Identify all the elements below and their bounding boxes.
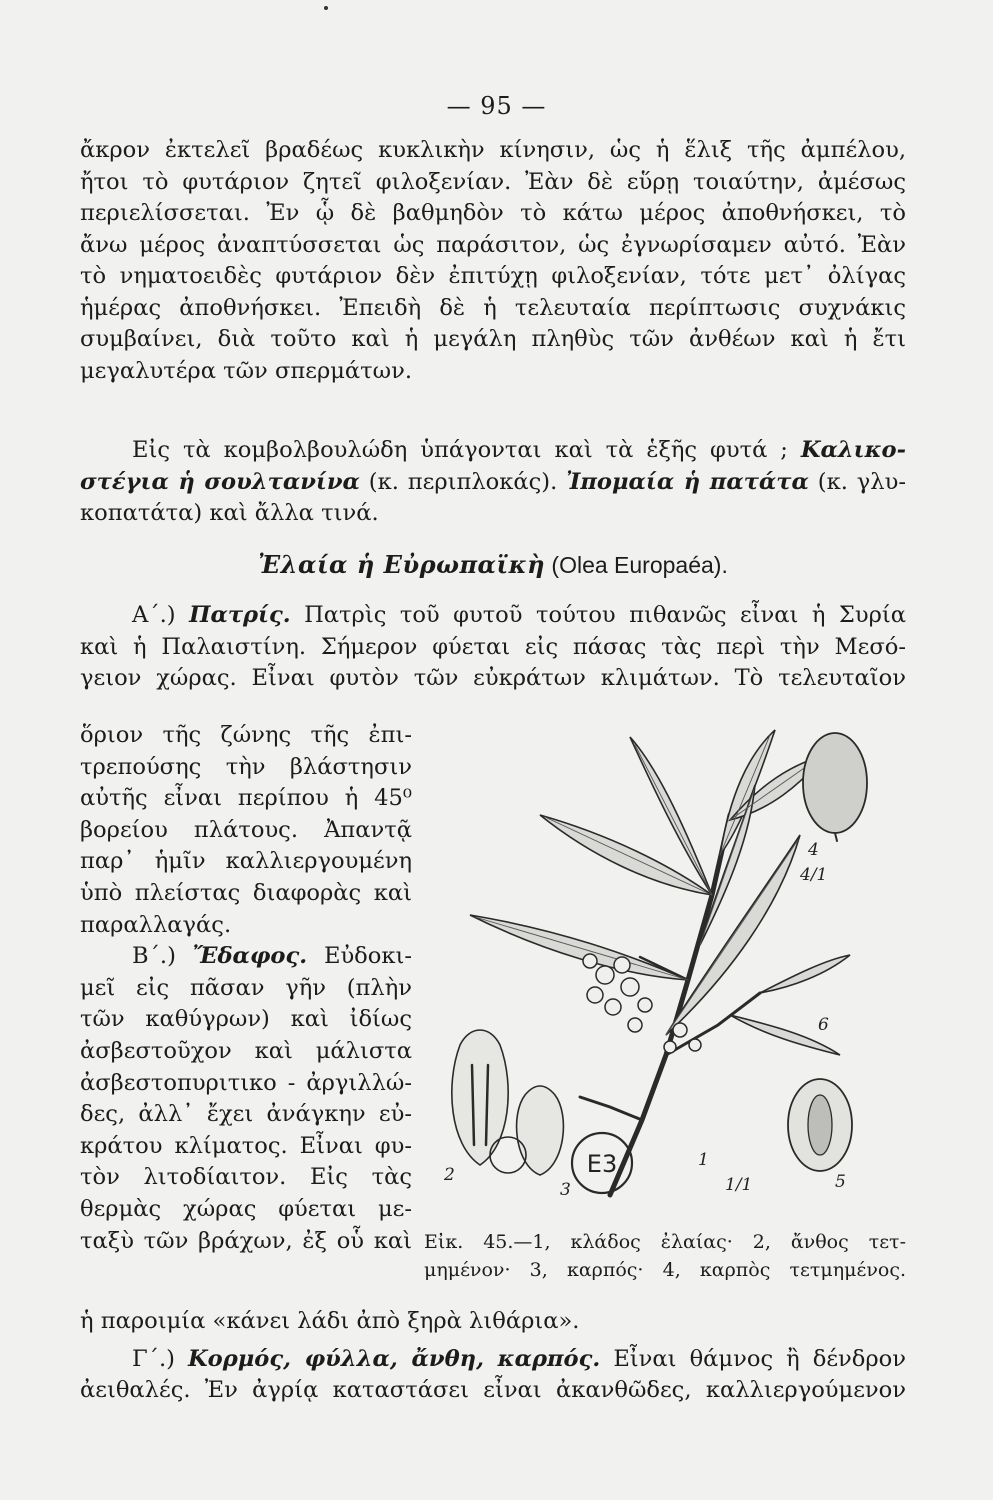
text-line: παρ᾽ ἡμῖν καλλιεργουμένη	[80, 848, 412, 875]
left-column	[80, 720, 412, 1257]
text-line: μεῖ εἰς πᾶσαν γῆν (πλὴν	[80, 974, 412, 1001]
caption-line: μημένον· 3, καρπός· 4, καρπὸς τετμημένος.	[424, 1259, 906, 1281]
text-line: παραλλαγάς.	[80, 911, 232, 938]
heading-latin: (Olea Europaéa).	[545, 552, 728, 578]
figure-caption	[424, 1228, 906, 1284]
text-line: βορείου πλάτους. Ἀπαντᾷ	[80, 816, 412, 843]
figure-label: 2	[444, 1165, 455, 1185]
seal-mark: Ε3	[586, 1150, 618, 1178]
text-line: τῶν καθύγρων) καὶ ἰδίως	[80, 1006, 412, 1033]
text-line	[80, 435, 906, 467]
bottom-text	[80, 1306, 906, 1407]
text-run: (κ. περιπλοκάς).	[359, 468, 567, 495]
leaf	[470, 730, 850, 1055]
text-run: (κ. γλυ-	[808, 468, 906, 495]
fruit	[517, 1086, 564, 1175]
text-line: συμβαίνει, διὰ τοῦτο καὶ ἡ μεγάλη πληθὺς τῶν ἀνθέων καὶ ἡ ἔτι	[80, 326, 906, 352]
paragraph-1	[80, 135, 906, 387]
plant-name: στέγια ἡ σουλτανίνα	[80, 468, 360, 495]
figure-label: 1/1	[725, 1175, 753, 1195]
figure-label: 3	[560, 1180, 571, 1200]
text-line	[80, 600, 906, 632]
text-line: περιελίσσεται. Ἐν ᾧ δὲ βαθμηδὸν τὸ κάτω μέρος ἀποθνήσκει, τὸ	[80, 200, 906, 226]
figure-label: 4/1	[800, 865, 828, 885]
text-line: μεγαλυτέρα τῶν σπερμάτων.	[80, 357, 413, 384]
section-heading	[80, 548, 906, 582]
text-line: ἀσβεστοῦχον καὶ μάλιστα	[80, 1037, 412, 1064]
section-title: Ἔδαφος.	[192, 943, 308, 970]
text-line: ταξὺ τῶν βράχων, ἐξ οὗ καὶ	[80, 1227, 412, 1254]
text-line: ἤτοι τὸ φυτάριον ζητεῖ φιλοξενίαν. Ἐὰν δὲ εὕρῃ τοιαύτην, ἀμέσως	[80, 168, 906, 195]
fruit-section	[803, 733, 867, 833]
page-number: — 95 —	[446, 92, 547, 120]
text-line: ἀειθαλές. Ἐν ἀγρίᾳ καταστάσει εἶναι ἀκανθῶδες, καλλιεργούμενον	[80, 1377, 906, 1403]
text-line: γειον χώρας. Εἶναι φυτὸν τῶν εὐκράτων κλιμάτων. Τὸ τελευταῖον	[80, 665, 906, 691]
heading-greek: Ἐλαία ἡ Εὐρωπαϊκὴ	[258, 550, 546, 579]
text-line	[80, 1344, 906, 1376]
paragraph-2	[80, 435, 906, 530]
text-line: κοπατάτα) καὶ ἄλλα τινά.	[80, 500, 379, 526]
text-line	[80, 467, 906, 499]
text-run: Εἰς τὰ κομβολβουλώδη ὑπάγονται καὶ τὰ ἑξῆς φυτά ;	[132, 437, 801, 463]
text-line: ὅριον τῆς ζώνης τῆς ἐπι-	[80, 722, 412, 748]
figure-label: 5	[835, 1172, 846, 1192]
text-run: Πατρὶς τοῦ φυτοῦ τούτου πιθανῶς εἶναι ἡ Συρία	[290, 602, 906, 628]
plant-name: Ἰπομαία ἡ πατάτα	[566, 468, 809, 495]
text-line: καὶ ἡ Παλαιστίνη. Σήμερον φύεται εἰς πάσας τὰς περὶ τὴν Μεσό-	[80, 633, 906, 660]
caption-line: Εἰκ. 45.—1, κλάδος ἐλαίας· 2, ἄνθος τετ-	[424, 1231, 906, 1253]
figure-label: 6	[818, 1015, 829, 1035]
section-a	[80, 600, 906, 695]
plant-name: Καλικο-	[800, 437, 906, 463]
text-line: ὑπὸ πλείστας διαφορὰς καὶ	[80, 879, 412, 906]
text-line: δες, ἀλλ᾽ ἔχει ἀνάγκην εὐ-	[80, 1101, 412, 1128]
text-line: ἀσβεστοπυριτικο - ἀργιλλώ-	[80, 1069, 412, 1096]
text-line: ἄκρον ἐκτελεῖ βραδέως κυκλικὴν κίνησιν, ὡς ἡ ἕλιξ τῆς ἀμπέλου,	[80, 137, 906, 163]
figure-label: 4	[808, 840, 819, 860]
text-line: ἡ παροιμία «κάνει λάδι ἀπὸ ξηρὰ λιθάρια».	[80, 1308, 580, 1334]
text-line: ἡμέρας ἀποθνήσκει. Ἐπειδὴ δὲ ἡ τελευταία περίπτωσις συχνάκις	[80, 294, 906, 321]
text-line: κράτου κλίματος. Εἶναι φυ-	[80, 1132, 412, 1159]
olive-branch-illustration	[430, 725, 900, 1215]
text-line: θερμὰς χώρας φύεται με-	[80, 1195, 412, 1222]
text-line: αὐτῆς εἶναι περίπου ἡ 45⁰	[80, 785, 412, 812]
text-run: Εἶναι θάμνος ἢ δένδρον	[600, 1345, 907, 1372]
print-speck	[324, 6, 328, 10]
text-line: τὸ νηματοειδὲς φυτάριον δὲν ἐπιτύχῃ φιλοξενίαν, τότε μετ᾽ ὀλίγας	[80, 263, 906, 289]
section-marker: Β΄.)	[132, 943, 193, 970]
text-line: τρεπούσης τὴν βλάστησιν	[80, 753, 412, 780]
figure-label: 1	[698, 1150, 709, 1170]
text-line	[80, 941, 412, 973]
section-title: Πατρίς.	[189, 602, 291, 628]
text-run: Εὐδοκι-	[307, 943, 412, 970]
text-line: ἄνω μέρος ἀναπτύσσεται ὡς παράσιτον, ὡς ἐγνωρίσαμεν αὐτό. Ἐὰν	[80, 231, 906, 258]
text-line: τὸν λιτοδίαιτον. Εἰς τὰς	[80, 1164, 412, 1191]
section-marker: Α΄.)	[132, 602, 190, 628]
flower-section	[452, 1030, 508, 1165]
section-marker: Γ΄.)	[132, 1345, 189, 1372]
section-title: Κορμός, φύλλα, ἄνθη, καρπός.	[188, 1345, 601, 1372]
